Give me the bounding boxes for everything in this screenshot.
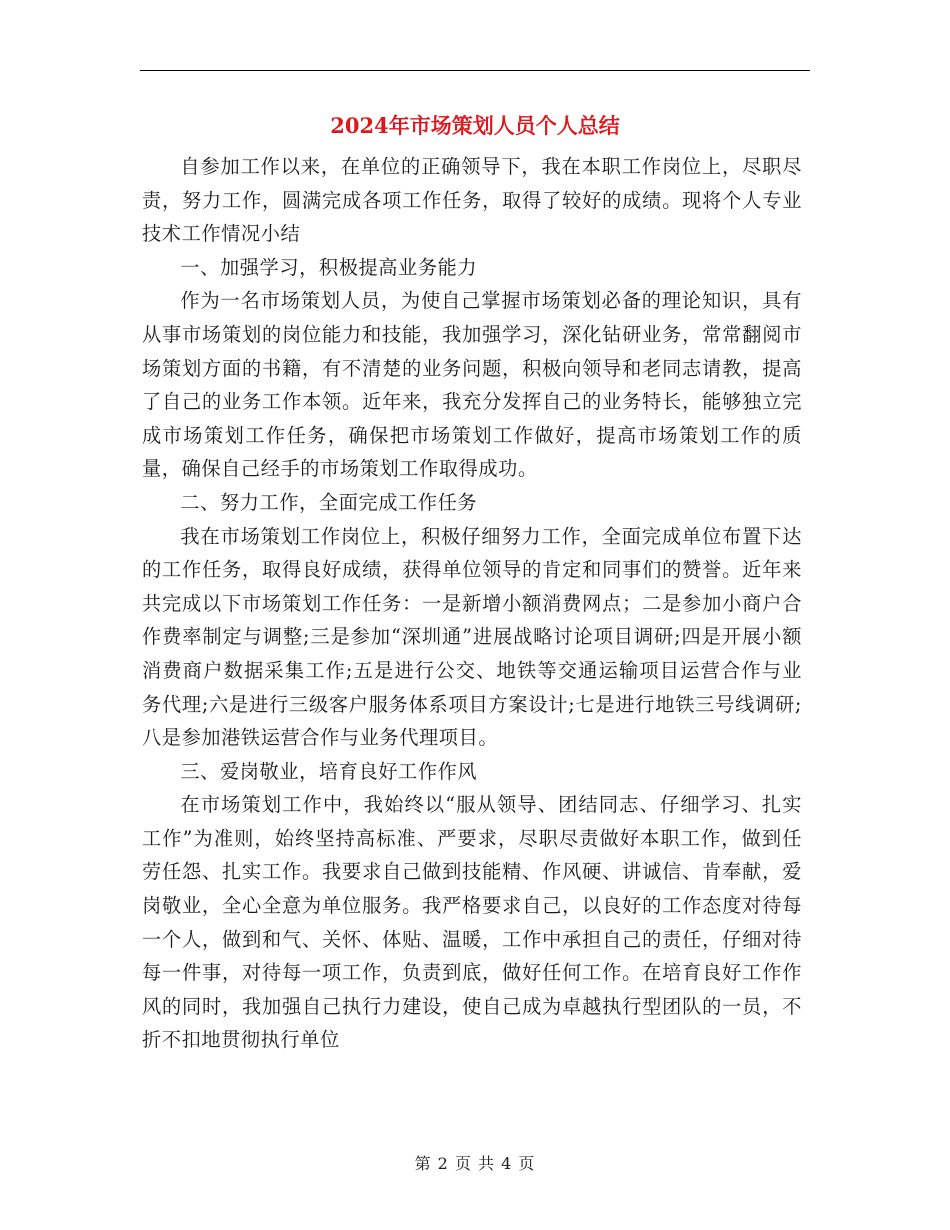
section-heading-3: 三、爱岗敬业，培育良好工作作风 (180, 759, 478, 783)
section-paragraph-2: 我在市场策划工作岗位上，积极仔细努力工作，全面完成单位布置下达的工作任务，取得良好成绩，获得单位领导的肯定和同事们的赞誉。近年来共完成以下市场策划工作任务：一是新增小额消费网点；二是参加小商户合作费率制定与调整;三是参加“深圳通”进展战略讨论项目调研;四是开展小额消费商户数据采集工作;五是进行公交、地铁等交通运输项目运营合作与业务代理;六是进行三级客户服务体系项目方案设计;七是进行地铁三号线调研;八是参加港铁运营合作与业务代理项目。 (142, 524, 802, 750)
document-title: 2024年市场策划人员个人总结 (330, 113, 620, 138)
section-paragraph-1: 作为一名市场策划人员，为使自己掌握市场策划必备的理论知识，具有从事市场策划的岗位能力和技能，我加强学习，深化钻研业务，常常翻阅市场策划方面的书籍，有不清楚的业务问题，积极向领导和老同志请教，提高了自己的业务工作本领。近年来，我充分发挥自己的业务特长，能够独立完成市场策划工作任务，确保把市场策划工作做好，提高市场策划工作的质量，确保自己经手的市场策划工作取得成功。 (142, 289, 802, 481)
document-body (142, 150, 802, 1057)
section-paragraph-3: 在市场策划工作中，我始终以“服从领导、团结同志、仔细学习、扎实工作”为准则，始终坚持高标准、严要求，尽职尽责做好本职工作，做到任劳任怨、扎实工作。我要求自己做到技能精、作风硬、讲诚信、肯奉献，爱岗敬业，全心全意为单位服务。我严格要求自己，以良好的工作态度对待每一个人，做到和气、关怀、体贴、温暖，工作中承担自己的责任，仔细对待每一件事，对待每一项工作，负责到底，做好任何工作。在培育良好工作作风的同时，我加强自己执行力建设，使自己成为卓越执行型团队的一员，不折不扣地贯彻执行单位 (142, 793, 802, 1052)
header-rule (140, 70, 810, 71)
section-heading-2: 二、努力工作，全面完成工作任务 (180, 490, 478, 514)
intro-paragraph: 自参加工作以来，在单位的正确领导下，我在本职工作岗位上，尽职尽责，努力工作，圆满完成各项工作任务，取得了较好的成绩。现将个人专业技术工作情况小结 (142, 155, 802, 246)
section-heading-1: 一、加强学习，积极提高业务能力 (180, 255, 478, 279)
page-number: 第 2 页 共 4 页 (414, 1154, 536, 1173)
